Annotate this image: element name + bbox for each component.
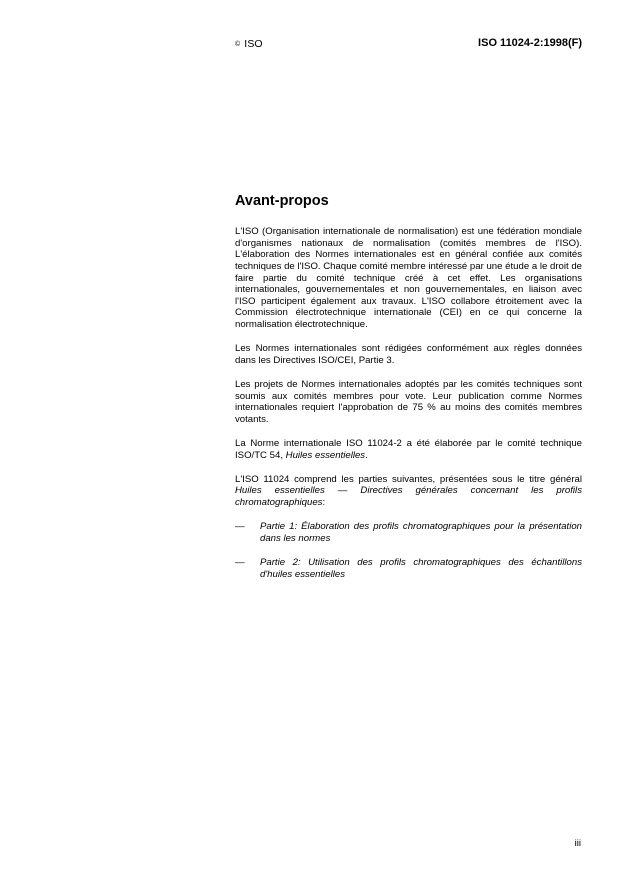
paragraph-voting: Les projets de Normes internationales adoptés par les comités techniques sont soumis aux comités membres pour vote. Leur publication comme Normes internationales requiert l'approbation de 75 % au moins des comités membres votants. xyxy=(235,379,582,425)
list-item-text: Partie 2: Utilisation des profils chromatographiques des échantillons d'huiles essentielles xyxy=(260,557,582,580)
paragraph-committee xyxy=(235,438,582,461)
paragraph-directives: Les Normes internationales sont rédigées conformément aux règles données dans les Directives ISO/CEI, Partie 3. xyxy=(235,343,582,366)
paragraph-iso-overview: L'ISO (Organisation internationale de normalisation) est une fédération mondiale d'organismes nationaux de normalisation (comités membres de l'ISO). L'élaboration des Normes internationales est en général confiée aux comités techniques de l'ISO. Chaque comité membre intéressé par une étude a le droit de faire partie du comité technique créé à cet effet. Les organisations internationales, gouvernementales et non gouvernementales, en liaison avec l'ISO participent également aux travaux. L'ISO collabore étroitement avec la Commission électrotechnique internationale (CEI) en ce qui concerne la normalisation électrotechnique. xyxy=(235,226,582,330)
copyright-symbol: © xyxy=(235,41,241,48)
header-standard-number: ISO 11024-2:1998(F) xyxy=(478,37,582,49)
page-number: iii xyxy=(574,838,581,849)
header-org: ISO xyxy=(244,38,263,50)
paragraph-committee-end: . xyxy=(365,449,368,461)
list-dash: — xyxy=(235,557,245,569)
list-dash: — xyxy=(235,521,245,533)
foreword-section xyxy=(235,193,582,593)
list-item xyxy=(235,521,582,544)
committee-title: Huiles essentielles xyxy=(285,449,366,461)
list-item xyxy=(235,557,582,580)
paragraph-parts xyxy=(235,474,582,509)
paragraph-committee-text: La Norme internationale ISO 11024-2 a été élaborée par le comité technique ISO/TC 54, xyxy=(235,437,582,461)
general-title: Huiles essentielles — Directives générales concernant les profils chromatographiques xyxy=(235,485,582,508)
list-item-text: Partie 1: Élaboration des profils chromatographiques pour la présentation dans les normes xyxy=(260,521,582,544)
section-title: Avant-propos xyxy=(235,193,329,209)
paragraph-parts-end: : xyxy=(322,497,326,508)
header-copyright xyxy=(235,38,263,50)
paragraph-parts-text: L'ISO 11024 comprend les parties suivantes, présentées sous le titre général xyxy=(235,473,582,485)
